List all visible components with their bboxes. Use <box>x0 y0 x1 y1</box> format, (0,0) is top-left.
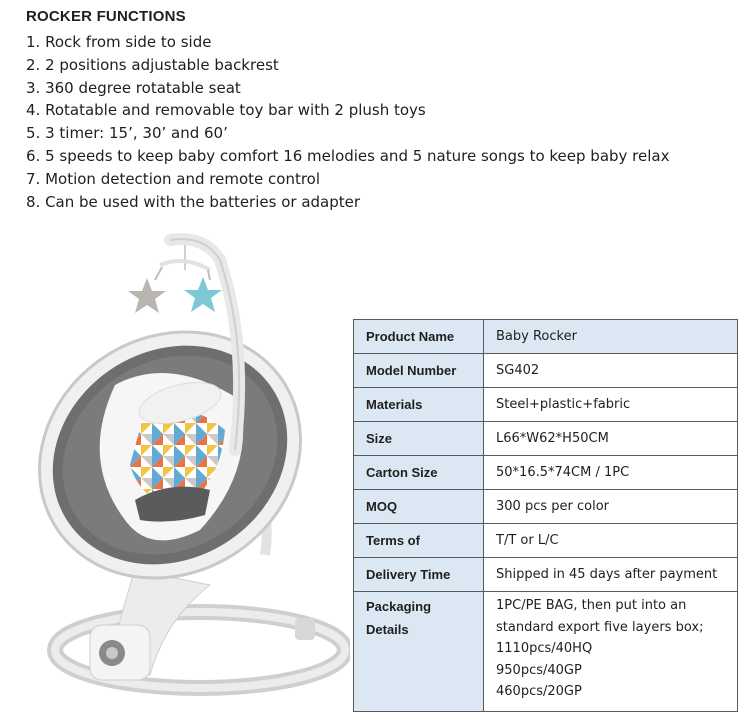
packaging-label-line: Packaging <box>366 599 432 614</box>
spec-label: Model Number <box>354 354 484 388</box>
baby-rocker-photo <box>20 225 350 720</box>
feature-item: 8. Can be used with the batteries or adapter <box>26 192 361 211</box>
section-heading: ROCKER FUNCTIONS <box>26 8 186 25</box>
spec-table <box>353 319 738 712</box>
feature-item: 1. Rock from side to side <box>26 33 212 51</box>
spec-label: MOQ <box>354 490 484 524</box>
spec-value: Baby Rocker <box>484 320 738 354</box>
spec-label: Materials <box>354 388 484 422</box>
spec-row <box>354 490 738 524</box>
feature-item: 2. 2 positions adjustable backrest <box>26 55 279 74</box>
packaging-value-line: 460pcs/20GP <box>496 684 582 699</box>
feature-item: 3. 360 degree rotatable seat <box>26 78 241 97</box>
packaging-value-line: standard export five layers box; <box>496 619 704 635</box>
spec-value: Steel+plastic+fabric <box>484 388 738 422</box>
spec-row <box>354 524 738 558</box>
spec-value: 50*16.5*74CM / 1PC <box>484 456 738 490</box>
spec-label: Delivery Time <box>354 558 484 592</box>
spec-value: Shipped in 45 days after payment <box>484 558 738 592</box>
spec-value: L66*W62*H50CM <box>484 422 738 456</box>
packaging-label-line: Details <box>366 622 409 637</box>
feature-item: 4. Rotatable and removable toy bar with 2 plush toys <box>26 101 426 120</box>
spec-label <box>354 592 484 712</box>
spec-row <box>354 320 738 354</box>
spec-value: SG402 <box>484 354 738 388</box>
feature-item: 7. Motion detection and remote control <box>26 169 321 188</box>
grey-star-toy <box>128 278 166 313</box>
blue-star-toy <box>184 277 222 312</box>
packaging-value-line: 950pcs/40GP <box>496 662 582 678</box>
control-unit <box>90 625 150 680</box>
spec-row <box>354 422 738 456</box>
spec-row <box>354 354 738 388</box>
spec-value: T/T or L/C <box>484 524 738 558</box>
spec-label: Carton Size <box>354 456 484 490</box>
spec-row <box>354 456 738 490</box>
spec-row-packaging <box>354 592 738 712</box>
spec-row <box>354 558 738 592</box>
feature-item: 5. 3 timer: 15’, 30’ and 60’ <box>26 124 228 143</box>
spec-label: Product Name <box>354 320 484 354</box>
spec-label: Size <box>354 422 484 456</box>
feature-list <box>26 31 669 213</box>
spec-value: 300 pcs per color <box>484 490 738 524</box>
spec-row <box>354 388 738 422</box>
packaging-value-line: 1PC/PE BAG, then put into an <box>496 598 687 613</box>
packaging-value-line: 1110pcs/40HQ <box>496 641 593 656</box>
spec-value <box>484 592 738 712</box>
spec-label: Terms of <box>354 524 484 558</box>
feature-item: 6. 5 speeds to keep baby comfort 16 melodies and 5 nature songs to keep baby relax <box>26 146 670 165</box>
